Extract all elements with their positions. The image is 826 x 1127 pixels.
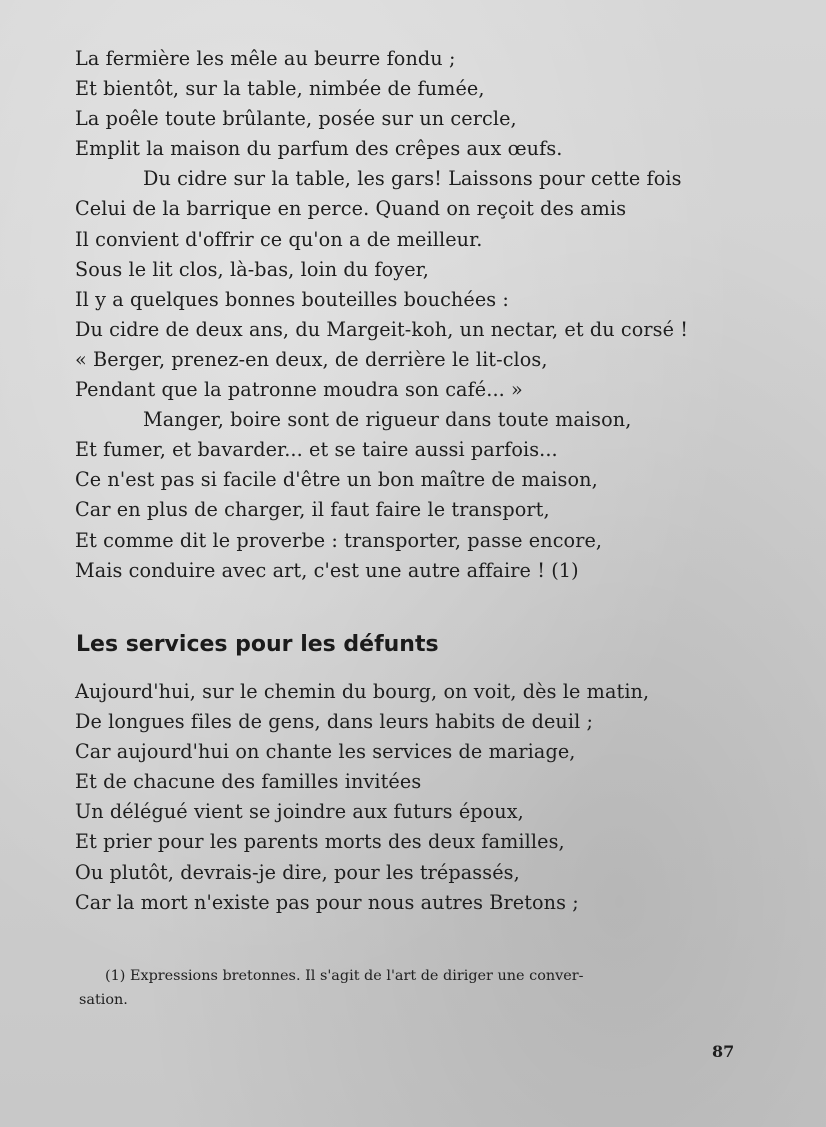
poem-line: « Berger, prenez-en deux, de derrière le lit-clos, bbox=[75, 347, 548, 371]
poem-line: Emplit la maison du parfum des crêpes aux œufs. bbox=[75, 137, 563, 161]
poem-line: Et bientôt, sur la table, nimbée de fumée, bbox=[75, 77, 485, 101]
poem-stanza-bottom bbox=[75, 677, 755, 918]
poem-line: Il y a quelques bonnes bouteilles bouchées : bbox=[75, 287, 510, 311]
poem-line: Pendant que la patronne moudra son café... » bbox=[75, 378, 523, 402]
poem-line: Et fumer, et bavarder... et se taire aussi parfois... bbox=[75, 438, 558, 462]
poem-line: Il convient d'offrir ce qu'on a de meilleur. bbox=[75, 227, 483, 251]
poem-line: Manger, boire sont de rigueur dans toute maison, bbox=[143, 408, 632, 432]
poem-line: Du cidre sur la table, les gars! Laissons pour cette fois bbox=[143, 167, 682, 191]
poem-line: Et prier pour les parents morts des deux familles, bbox=[75, 830, 565, 854]
poem-line: Ce n'est pas si facile d'être un bon maître de maison, bbox=[75, 468, 598, 492]
footnote-line: (1) Expressions bretonnes. Il s'agit de l'art de diriger une conver- bbox=[105, 968, 584, 984]
poem-line: La poêle toute brûlante, posée sur un cercle, bbox=[75, 107, 517, 131]
page-number: 87 bbox=[712, 1042, 735, 1061]
poem-line: De longues files de gens, dans leurs habits de deuil ; bbox=[75, 710, 594, 734]
poem-line: Car la mort n'existe pas pour nous autres Bretons ; bbox=[75, 890, 579, 914]
poem-line: Celui de la barrique en perce. Quand on reçoit des amis bbox=[75, 197, 627, 221]
poem-line: Du cidre de deux ans, du Margeit-koh, un nectar, et du corsé ! bbox=[75, 317, 689, 341]
poem-line: Car en plus de charger, il faut faire le transport, bbox=[75, 498, 550, 522]
poem-line: Et comme dit le proverbe : transporter, passe encore, bbox=[75, 528, 603, 552]
footnote bbox=[79, 964, 739, 1012]
poem-line: La fermière les mêle au beurre fondu ; bbox=[75, 47, 456, 70]
footnote-line: sation. bbox=[79, 992, 128, 1008]
section-heading: Les services pour les défunts bbox=[76, 632, 439, 657]
poem-line: Car aujourd'hui on chante les services de mariage, bbox=[75, 740, 576, 764]
poem-line: Et de chacune des familles invitées bbox=[75, 770, 422, 794]
poem-stanza-top bbox=[75, 44, 755, 586]
poem-line: Mais conduire avec art, c'est une autre affaire ! (1) bbox=[75, 558, 579, 582]
poem-line: Sous le lit clos, là-bas, loin du foyer, bbox=[75, 257, 430, 281]
poem-line: Un délégué vient se joindre aux futurs époux, bbox=[75, 800, 524, 824]
poem-line: Aujourd'hui, sur le chemin du bourg, on voit, dès le matin, bbox=[75, 680, 650, 703]
poem-line: Ou plutôt, devrais-je dire, pour les trépassés, bbox=[75, 860, 520, 884]
